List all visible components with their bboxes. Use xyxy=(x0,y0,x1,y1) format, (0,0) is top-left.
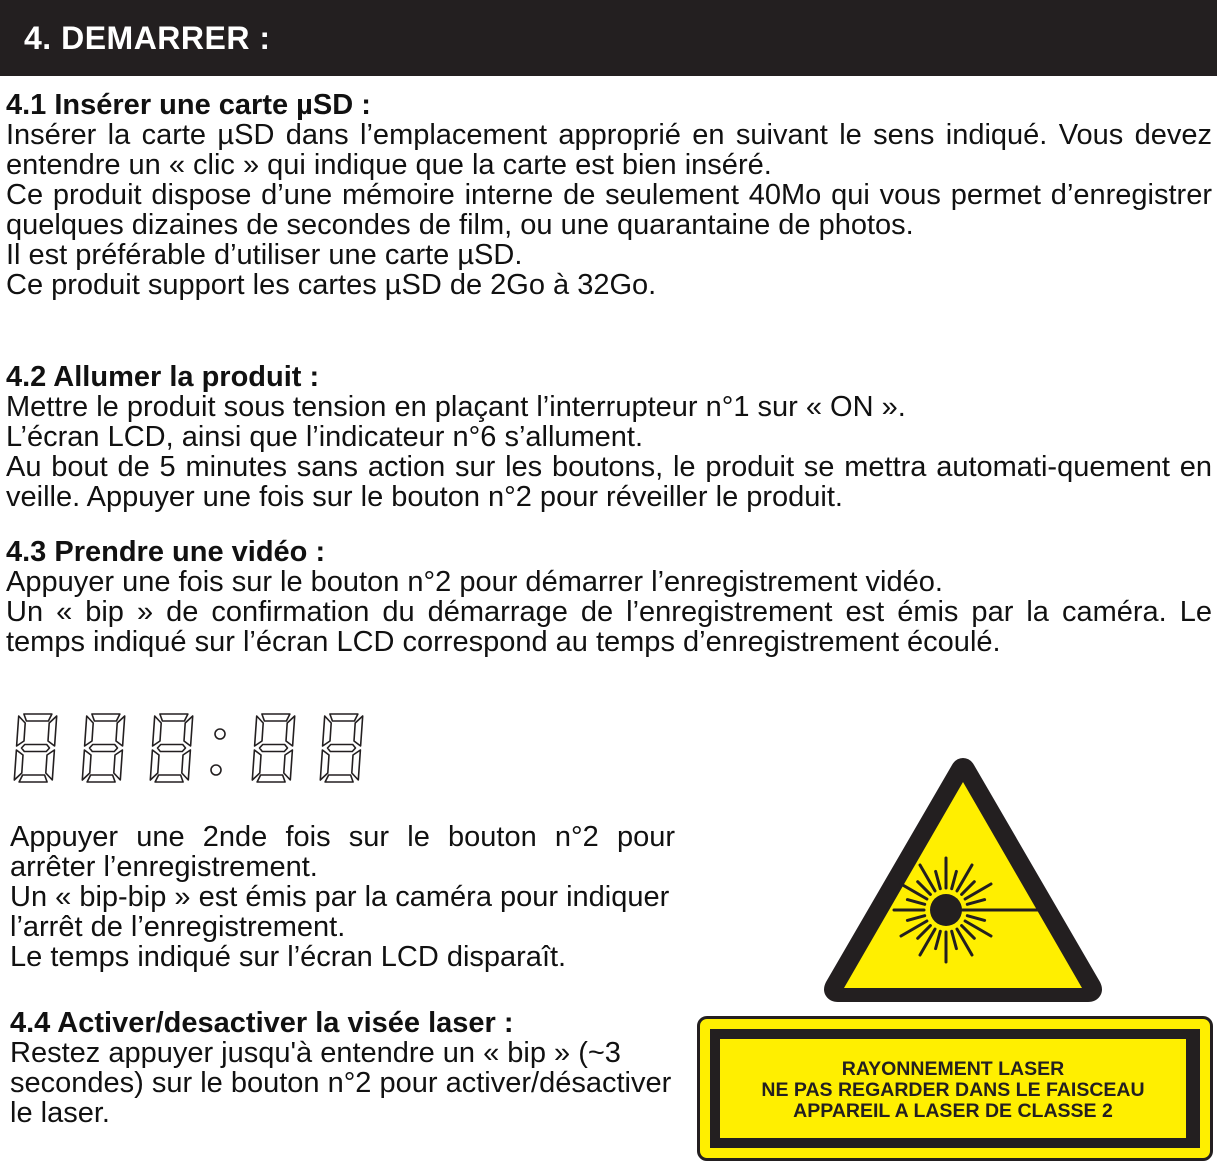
paragraph: Insérer la carte µSD dans l’emplacement approprié en suivant le sens indiqué. Vous devez entendre un « clic » qui indique que la carte est bien inséré. xyxy=(6,119,1212,181)
lcd-segment xyxy=(284,750,293,780)
lcd-segment xyxy=(325,775,353,782)
lcd-segment xyxy=(155,775,183,782)
label-line: NE PAS REGARDER DANS LE FAISCEAU xyxy=(761,1079,1145,1101)
lcd-segment xyxy=(153,716,162,746)
lcd-segment xyxy=(158,745,186,752)
paragraph: Au bout de 5 minutes sans action sur les boutons, le produit se mettra automati-quement en veille. Appuyer une fois sur le bouton n°2 pour réveiller le produit. xyxy=(6,451,1212,513)
lcd-segment xyxy=(87,775,115,782)
paragraph: Mettre le produit sous tension en plaçant l’interrupteur n°1 sur « ON ». xyxy=(6,391,906,423)
section-heading: 4.2 Allumer la produit : xyxy=(6,361,320,393)
section-laser-toggle xyxy=(10,1008,675,1128)
paragraph: Ce produit support les cartes µSD de 2Go à 32Go. xyxy=(6,269,657,301)
lcd-segment xyxy=(22,745,50,752)
lcd-segment xyxy=(330,714,358,721)
paragraph: Appuyer une fois sur le bouton n°2 pour démarrer l’enregistrement vidéo. xyxy=(6,566,943,598)
section-heading: 4.4 Activer/desactiver la visée laser : xyxy=(10,1007,514,1039)
lcd-segment xyxy=(160,714,188,721)
page-header xyxy=(0,0,1217,76)
section-record-video xyxy=(6,537,1212,657)
paragraph: Il est préférable d’utiliser une carte µSD. xyxy=(6,239,523,271)
section-heading: 4.3 Prendre une vidéo : xyxy=(6,536,326,568)
lcd-segment xyxy=(260,745,288,752)
label-text xyxy=(720,1039,1186,1138)
laser-warning-triangle-icon xyxy=(818,752,1108,1013)
section-insert-sd-card xyxy=(6,90,1212,300)
lcd-segment xyxy=(182,750,191,780)
section-power-on xyxy=(6,362,1212,512)
label-line: RAYONNEMENT LASER xyxy=(841,1058,1065,1080)
lcd-segment xyxy=(46,750,55,780)
paragraph: Un « bip-bip » est émis par la caméra pour indiquer l’arrêt de l’enregistrement. xyxy=(10,881,670,943)
paragraph: L’écran LCD, ainsi que l’indicateur n°6 s’allument. xyxy=(6,421,644,453)
lcd-segment xyxy=(85,716,94,746)
laser-warning-label xyxy=(697,1016,1213,1161)
lcd-colon-dot xyxy=(211,765,221,775)
label-line: APPAREIL A LASER DE CLASSE 2 xyxy=(793,1100,1113,1122)
lcd-segment xyxy=(255,716,264,746)
lcd-segment xyxy=(257,775,285,782)
lcd-segment xyxy=(24,714,52,721)
lcd-segment xyxy=(114,750,123,780)
lcd-segment xyxy=(17,716,26,746)
lcd-segment xyxy=(262,714,290,721)
lcd-segment xyxy=(352,750,361,780)
paragraph: Restez appuyer jusqu'à entendre un « bip » (~3 secondes) sur le bouton n°2 pour activer/désactiver le laser. xyxy=(10,1037,672,1129)
seven-segment-lcd-icon xyxy=(8,712,368,797)
paragraph: Ce produit dispose d’une mémoire interne de seulement 40Mo qui vous permet d’enregistrer quelques dizaines de secondes de film, ou une quarantaine de photos. xyxy=(6,179,1212,241)
section-stop-recording xyxy=(10,822,675,972)
lcd-segment xyxy=(19,775,47,782)
section-heading: 4.1 Insérer une carte µSD : xyxy=(6,89,371,121)
paragraph: Le temps indiqué sur l’écran LCD disparaît. xyxy=(10,941,567,973)
lcd-segment xyxy=(90,745,118,752)
lcd-colon-dot xyxy=(215,729,225,739)
lcd-segment xyxy=(328,745,356,752)
paragraph: Appuyer une 2nde fois sur le bouton n°2 pour arrêter l’enregistrement. xyxy=(10,821,675,883)
paragraph: Un « bip » de confirmation du démarrage de l’enregistrement est émis par la caméra. Le temps indiqué sur l’écran LCD correspond au temps d’enregistrement écoulé. xyxy=(6,596,1212,658)
page-title: 4. DEMARRER : xyxy=(24,20,271,56)
lcd-segment xyxy=(92,714,120,721)
lcd-segment xyxy=(323,716,332,746)
